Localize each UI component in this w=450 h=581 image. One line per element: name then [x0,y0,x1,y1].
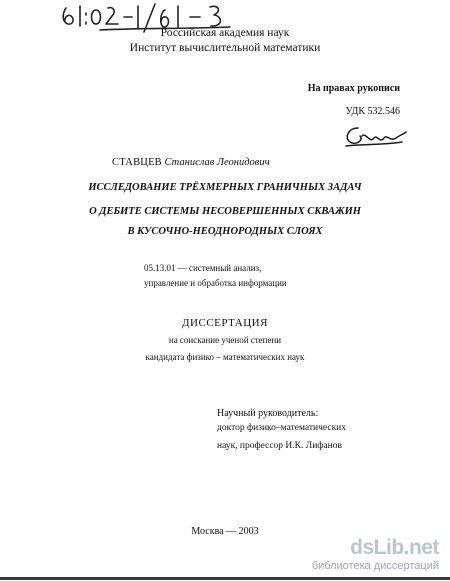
bottom-scan-edge [0,577,450,580]
title-line-3: В КУСОЧНО-НЕОДНОРОДНЫХ СЛОЯХ [127,226,323,237]
supervisor-line-1: доктор физико–математических [217,423,347,433]
title-line-1: ИССЛЕДОВАНИЕ ТРЁХМЕРНЫХ ГРАНИЧНЫХ ЗАДАЧ [88,182,362,193]
degree-line-1: на соискание ученой степени [168,335,282,345]
city-year: Москва — 2003 [191,526,259,537]
udk-code: УДК 532.546 [345,106,400,117]
specialty-code: 05.13.01 — системный анализ, [144,263,262,273]
author-name [112,157,270,168]
title-line-2: О ДЕБИТЕ СИСТЕМЫ НЕСОВЕРШЕННЫХ СКВАЖИН [89,206,361,217]
author-surname: СТАВЦЕВ [112,157,162,168]
watermark [280,536,445,576]
institute-name: Институт вычислительной математики [129,42,321,54]
author-given-names: Станислав Леонидович [164,157,270,168]
watermark-subtitle: библиотека диссертаций [311,560,439,572]
author-signature [340,122,410,152]
watermark-logo: dsLib.net [350,536,439,559]
dissertation-heading: ДИССЕРТАЦИЯ [182,317,268,329]
specialty-description: управление и обработка информации [144,278,287,288]
academy-name: Российская академия наук [160,27,290,39]
degree-line-2: кандидата физико – математических наук [145,352,305,362]
supervisor-line-2: наук, профессор И.К. Лифанов [217,441,342,451]
manuscript-rights: На правах рукописи [307,83,400,94]
supervisor-label: Научный руководитель: [217,408,319,419]
